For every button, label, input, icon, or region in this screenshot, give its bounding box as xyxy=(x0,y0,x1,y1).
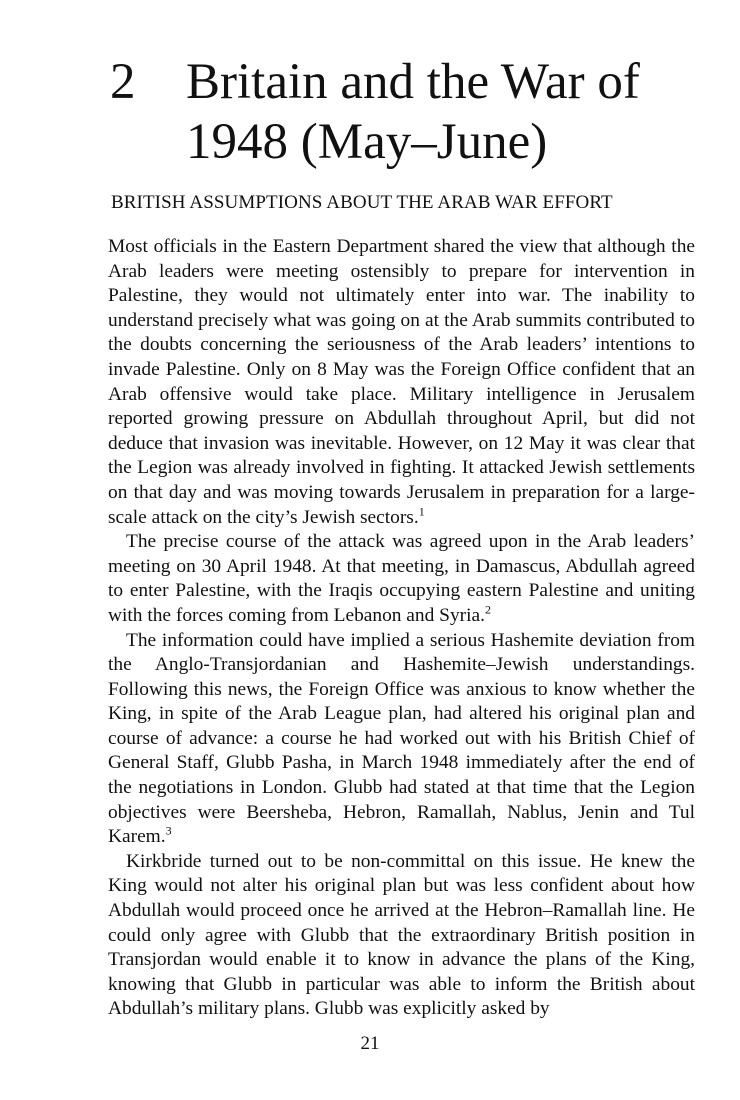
footnote-marker: 3 xyxy=(165,823,172,838)
section-heading: BRITISH ASSUMPTIONS ABOUT THE ARAB WAR EFFORT xyxy=(111,192,613,213)
body-text xyxy=(108,235,695,1022)
paragraph-text: The information could have implied a serious Hashemite deviation from the Anglo-Transjordanian and Hashemite–Jewish understandings. Following this news, the Foreign Office was anxious to know whether the King, in spite of the Arab League plan, had altered his original plan and course of advance: a course he had worked out with his British Chief of General Staff, Glubb Pasha, in March 1948 immediately after the end of the negotiations in London. Glubb had stated at that time that the Legion objectives were Beersheba, Hebron, Ramallah, Nablus, Jenin and Tul Karem. xyxy=(108,629,695,848)
paragraph-4 xyxy=(108,850,695,1022)
paragraph-2 xyxy=(108,530,695,628)
footnote-marker: 2 xyxy=(484,602,491,617)
chapter-title-line-1: Britain and the War of xyxy=(186,54,640,110)
paragraph-3 xyxy=(108,629,695,850)
paragraph-1 xyxy=(108,235,695,530)
chapter-number: 2 xyxy=(110,54,136,110)
paragraph-text: Kirkbride turned out to be non-committal on this issue. He knew the King would not alter his original plan but was less confident about how Abdullah would proceed once he arrived at the Hebron–Ramallah line. He could only agree with Glubb that the extraordinary British position in Transjordan would enable it to know in advance the plans of the King, knowing that Glubb in particular was able to inform the British about Abdullah’s military plans. Glubb was explicitly asked by xyxy=(108,850,695,1020)
chapter-title xyxy=(186,52,706,172)
paragraph-text: The precise course of the attack was agreed upon in the Arab leaders’ meeting on 30 April 1948. At that meeting, in Damascus, Abdullah agreed to enter Palestine, with the Iraqis occupying eastern Palestine and uniting with the forces coming from Lebanon and Syria. xyxy=(108,531,695,626)
page-number: 21 xyxy=(360,1033,380,1054)
chapter-title-line-2: 1948 (May–June) xyxy=(186,114,548,170)
paragraph-text: Most officials in the Eastern Department shared the view that although the Arab leaders were meeting ostensibly to prepare for intervention in Palestine, they would not ultimately enter into war. The inability to understand precisely what was going on at the Arab summits contributed to the doubts concerning the seriousness of the Arab leaders’ intentions to invade Palestine. Only on 8 May was the Foreign Office confident that an Arab offensive would take place. Military intelligence in Jerusalem reported growing pressure on Abdullah throughout April, but did not deduce that invasion was inevitable. However, on 12 May it was clear that the Legion was already involved in fighting. It attacked Jewish settlements on that day and was moving towards Jerusalem in preparation for a large-scale attack on the city’s Jewish sectors. xyxy=(108,236,695,528)
footnote-marker: 1 xyxy=(418,504,425,519)
